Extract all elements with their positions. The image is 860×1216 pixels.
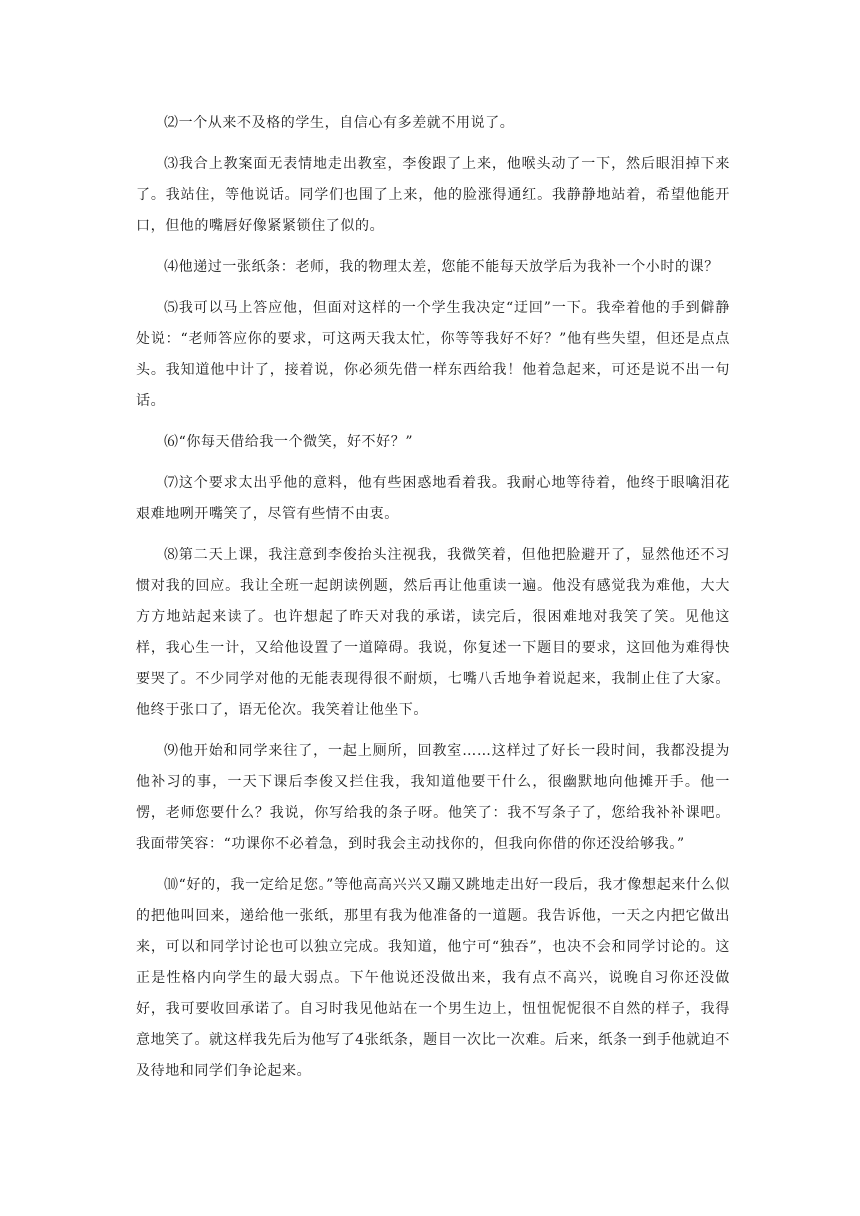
paragraph-4: ⑷他递过一张纸条：老师，我的物理太差，您能不能每天放学后为我补一个小时的课？ — [164, 259, 719, 275]
paragraph-3: ⑶我合上教案面无表情地走出教室，李俊跟了上来，他喉头动了一下，然后眼泪掉下来了。我站住，等他说话。同学们也围了上来，他的脸涨得通红。我静静地站着，希望他能开口，但他的嘴唇好像紧紧锁住了似的。 — [136, 156, 730, 234]
paragraph-6: ⑹“你每天借给我一个微笑，好不好？” — [164, 434, 414, 450]
paragraph-10: ⑽“好的，我一定给足您。”等他高高兴兴又蹦又跳地走出好一段后，我才像想起来什么似的把他叫回来，递给他一张纸，那里有我为他准备的一道题。我告诉他，一天之内把它做出来，可以和同学讨论也可以独立完成。我知道，他宁可“独吞”，也决不会和同学讨论的。这正是性格内向学生的最大弱点。下午他说还没做出来，我有点不高兴，说晚自习你还没做好，我可要收回承诺了。自习时我见他站在一个男生边上，忸忸怩怩很不自然的样子，我得意地笑了。就这样我先后为他写了4张纸条，题目一次比一次难。后来，纸条一到手他就迫不及待地和同学们争论起来。 — [136, 877, 730, 1079]
paragraph-8: ⑻第二天上课，我注意到李俊抬头注视我，我微笑着，但他把脸避开了，显然他还不习惯对我的回应。我让全班一起朗读例题，然后再让他重读一遍。他没有感觉我为难他，大大方方地站起来读了。也许想起了昨天对我的承诺，读完后，很困难地对我笑了笑。见他这样，我心生一计，又给他设置了一道障碍。我说，你复述一下题目的要求，这回他为难得快要哭了。不少同学对他的无能表现得很不耐烦，七嘴八舌地争着说起来，我制止住了大家。他终于张口了，语无伦次。我笑着让他坐下。 — [136, 547, 730, 718]
document-page — [136, 108, 730, 1087]
paragraph-2: ⑵一个从来不及格的学生，自信心有多差就不用说了。 — [164, 115, 515, 131]
paragraph-9: ⑼他开始和同学来往了，一起上厕所，回教室……这样过了好长一段时间，我都没提为他补习的事，一天下课后李俊又拦住我，我知道他要干什么，很幽默地向他摊开手。他一愣，老师您要什么？我说，你写给我的条子呀。他笑了：我不写条子了，您给我补补课吧。我面带笑容：“功课你不必着急，到时我会主动找你的，但我向你借的你还没给够我。” — [136, 743, 730, 852]
paragraph-7: ⑺这个要求太出乎他的意料，他有些困惑地看着我。我耐心地等待着，他终于眼噙泪花艰难地咧开嘴笑了，尽管有些情不由衷。 — [136, 475, 730, 522]
paragraph-5: ⑸我可以马上答应他，但面对这样的一个学生我决定“迂回”一下。我牵着他的手到僻静处说：“老师答应你的要求，可这两天我太忙，你等等我好不好？”他有些失望，但还是点点头。我知道他中计了，接着说，你必须先借一样东西给我！他着急起来，可还是说不出一句话。 — [136, 300, 730, 409]
